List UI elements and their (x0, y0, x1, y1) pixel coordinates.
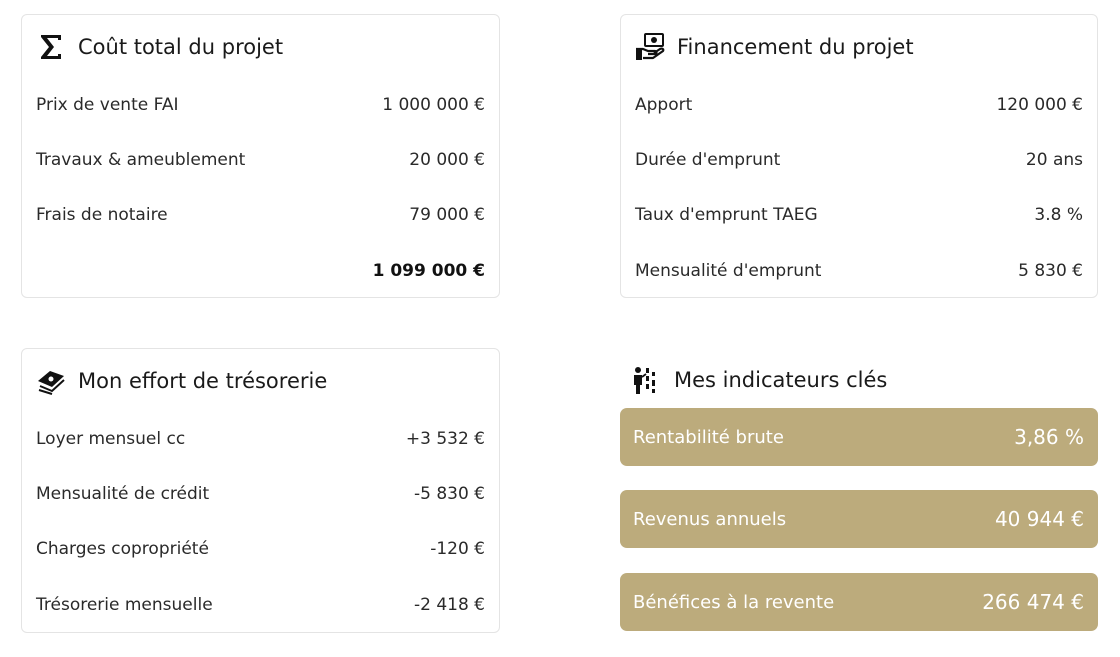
fin-row-duree (635, 145, 1083, 175)
tresorerie-card (21, 348, 500, 633)
tresorerie-title: Mon effort de trésorerie (78, 369, 328, 393)
row-value: 120 000 € (996, 95, 1083, 115)
fin-row-mensualite (635, 256, 1083, 286)
kpi-rentabilite (620, 408, 1098, 466)
financement-header (635, 29, 914, 65)
cash-stack-icon (36, 366, 66, 396)
cout-row-prix (36, 90, 485, 120)
cout-total-title: Coût total du projet (78, 35, 284, 59)
kpi-value: 40 944 € (994, 507, 1084, 531)
indicateurs-header (632, 362, 887, 398)
row-label: Mensualité de crédit (36, 484, 210, 504)
row-value: +3 532 € (405, 429, 485, 449)
sigma-icon (36, 32, 66, 62)
kpi-label: Rentabilité brute (633, 426, 784, 448)
row-value: 5 830 € (1018, 261, 1083, 281)
row-value: 3.8 % (1034, 205, 1083, 225)
row-label: Durée d'emprunt (635, 150, 781, 170)
indicateurs-title: Mes indicateurs clés (674, 368, 888, 392)
kpi-value: 3,86 % (1014, 425, 1084, 449)
row-value: 79 000 € (409, 205, 485, 225)
treso-row-loyer (36, 424, 485, 454)
kpi-revenus (620, 490, 1098, 548)
cout-total-header (36, 29, 283, 65)
treso-row-mensuelle (36, 590, 485, 620)
row-value: 20 ans (1025, 150, 1083, 170)
kpi-value: 266 474 € (982, 590, 1084, 614)
row-label: Charges copropriété (36, 539, 209, 559)
row-label: Loyer mensuel cc (36, 429, 186, 449)
row-value: -5 830 € (413, 484, 485, 504)
row-label: Mensualité d'emprunt (635, 261, 822, 281)
kpi-label: Revenus annuels (633, 508, 787, 530)
row-value: 20 000 € (409, 150, 485, 170)
fin-row-taux (635, 200, 1083, 230)
row-label: Taux d'emprunt TAEG (635, 205, 818, 225)
row-label: Frais de notaire (36, 205, 168, 225)
financement-card (620, 14, 1098, 298)
cout-row-total (36, 256, 485, 286)
cout-row-travaux (36, 145, 485, 175)
kpi-benefices (620, 573, 1098, 631)
row-label: Trésorerie mensuelle (36, 595, 213, 615)
kpi-label: Bénéfices à la revente (633, 591, 835, 613)
row-value: -2 418 € (413, 595, 485, 615)
presenter-chart-icon (632, 365, 662, 395)
treso-row-charges (36, 534, 485, 564)
treso-row-credit (36, 479, 485, 509)
fin-row-apport (635, 90, 1083, 120)
row-label: Prix de vente FAI (36, 95, 179, 115)
cout-total-card (21, 14, 500, 298)
row-value: 1 000 000 € (382, 95, 485, 115)
tresorerie-header (36, 363, 327, 399)
row-value: -120 € (430, 539, 485, 559)
financement-title: Financement du projet (677, 35, 914, 59)
cout-row-notaire (36, 200, 485, 230)
row-label: Apport (635, 95, 693, 115)
row-label: Travaux & ameublement (36, 150, 246, 170)
money-hand-icon (635, 32, 665, 62)
cout-total-value: 1 099 000 € (372, 261, 485, 281)
